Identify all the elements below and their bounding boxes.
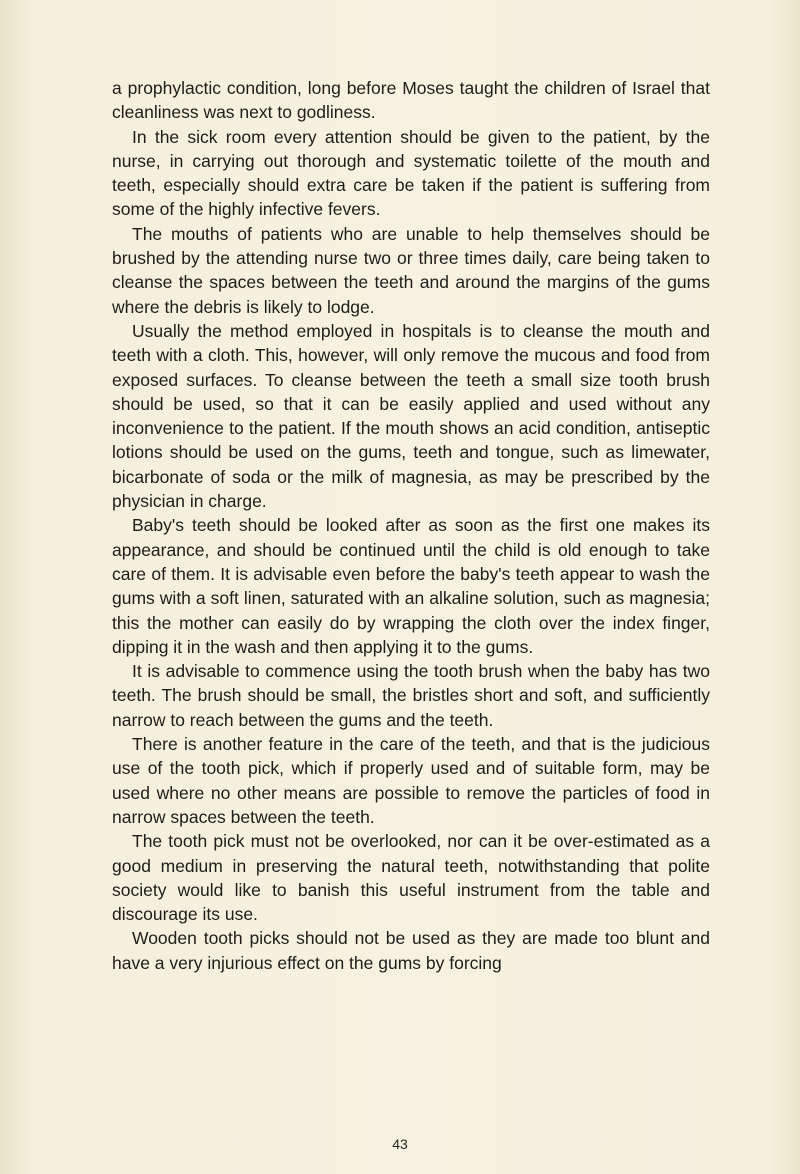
paragraph-tooth-pick-value: The tooth pick must not be overlooked, nor can it be over-estimated as a good medium in preserving the natural teeth, notwithstanding that polite society would like to banish this useful instrument from the table and discourage its use. xyxy=(112,831,710,925)
paragraph-hospital-method: Usually the method employed in hospitals is to cleanse the mouth and teeth with a cloth. This, however, will only remove the mucous and food from exposed surfaces. To cleanse between the teeth a small size tooth brush should be used, so that it can be easily applied and used without any inconvenience to the patient. If the mouth shows an acid condition, antiseptic lotions should be used on the gums, teeth and tongue, such as limewater, bicarbonate of soda or the milk of magnesia, as may be prescribed by the physician in charge. xyxy=(112,320,710,512)
paragraph-baby-teeth: Baby's teeth should be looked after as soon as the first one makes its appearance, and should be continued until the child is old enough to take care of them. It is advisable even before the baby's teeth appear to wash the gums with a soft linen, saturated with an alkaline solution, such as magnesia; this the mother can easily do by wrapping the cloth over the index finger, dipping it in the wash and then applying it to the gums. xyxy=(112,515,710,657)
page-number: 43 xyxy=(392,1136,408,1152)
paragraph-sick-room: In the sick room every attention should be given to the patient, by the nurse, in carrying out thorough and systematic toilette of the mouth and teeth, especially should extra care be taken if the patient is suffering from some of the highly infective fevers. xyxy=(112,126,710,220)
paragraph-continuation: a prophylactic condition, long before Moses taught the children of Israel that cleanliness was next to godliness. xyxy=(112,78,710,123)
paragraph-tooth-pick-feature: There is another feature in the care of the teeth, and that is the judicious use of the tooth pick, which if properly used and of suitable form, may be used where no other means are possible to remove the particles of food in narrow spaces between the teeth. xyxy=(112,734,710,827)
paragraph-patient-mouths: The mouths of patients who are unable to help themselves should be brushed by the attending nurse two or three times daily, care being taken to cleanse the spaces between the teeth and around the margins of the gums where the debris is likely to lodge. xyxy=(112,223,710,317)
paragraph-tooth-brush: It is advisable to commence using the tooth brush when the baby has two teeth. The brush should be small, the bristles short and soft, and sufficiently narrow to reach between the gums and the teeth. xyxy=(112,661,710,730)
book-page-text xyxy=(112,76,710,975)
paragraph-wooden-tooth-picks: Wooden tooth picks should not be used as they are made too blunt and have a very injurious effect on the gums by forcing xyxy=(112,928,710,973)
